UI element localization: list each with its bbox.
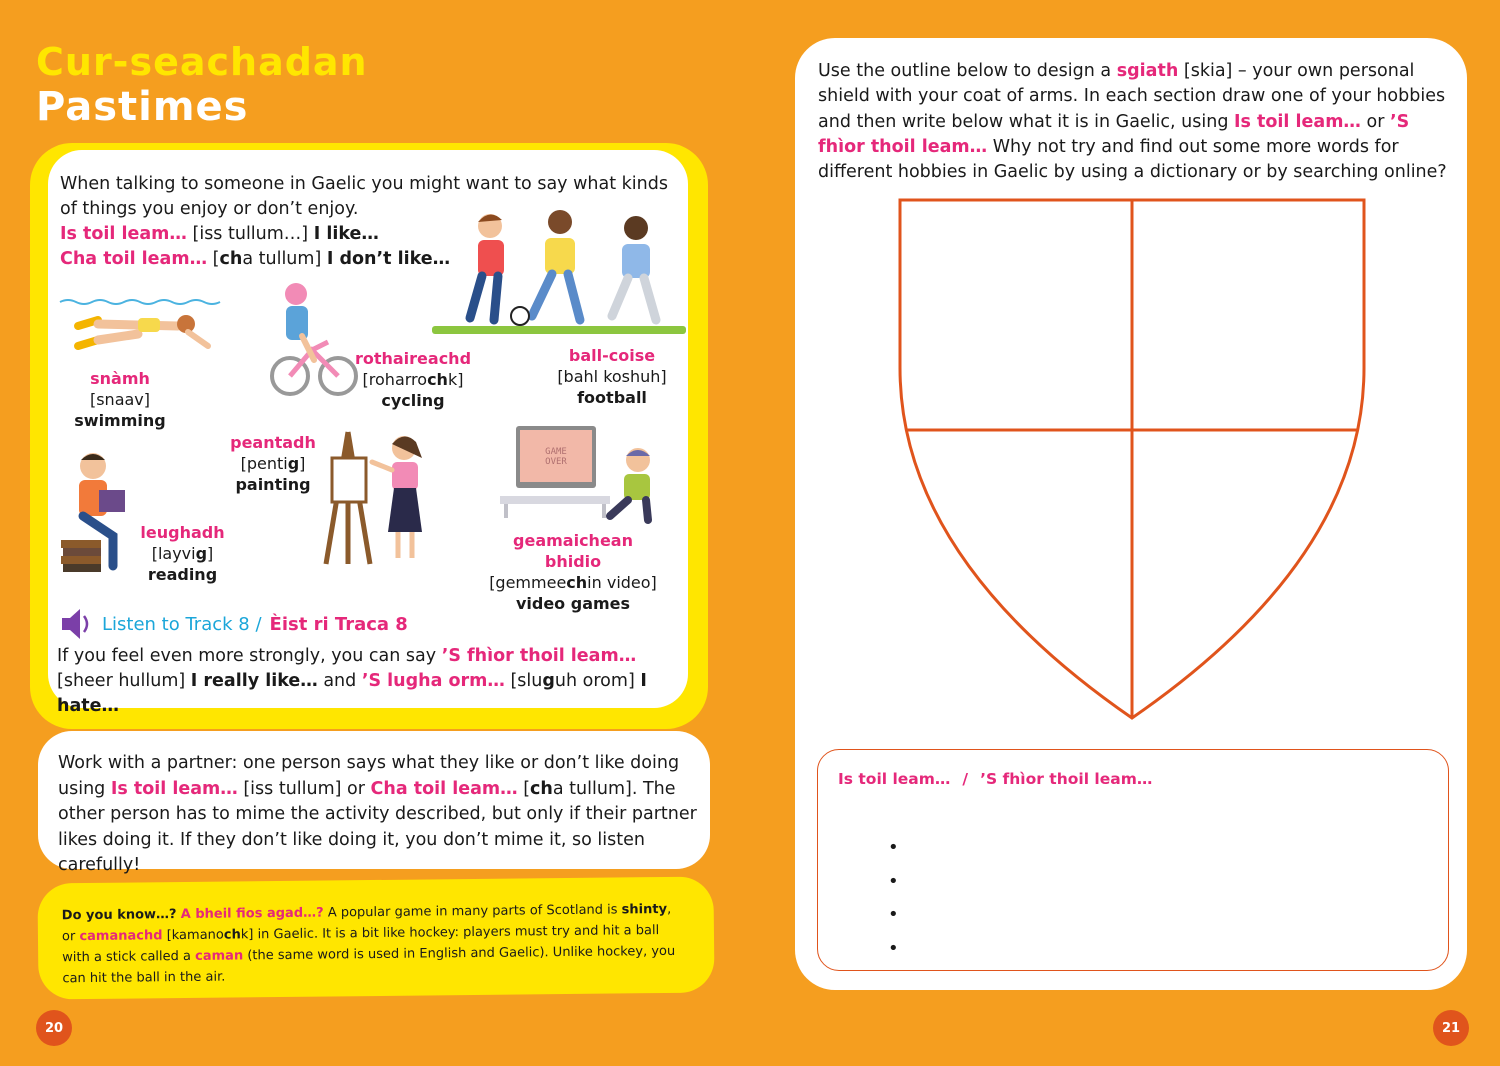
- answer-bullet[interactable]: •: [888, 904, 899, 925]
- vocab-videogames: geamaichean bhidio [gemmeechin video] video games: [489, 531, 657, 613]
- phrase-like-pronunciation: [iss tullum…]: [192, 224, 309, 244]
- answer-bullet[interactable]: •: [888, 870, 899, 892]
- page-number-right: 21: [1433, 1010, 1469, 1046]
- page-number-left: 20: [36, 1010, 72, 1046]
- phrase-really-like-gaelic: ’S fhìor thoil leam…: [441, 646, 637, 666]
- videogames-illustration: [498, 424, 658, 526]
- football-illustration: [430, 208, 688, 338]
- vocab-swimming: snàmh [snaav] swimming: [74, 369, 166, 430]
- screen-text-line1: GAME: [545, 447, 567, 457]
- hobbies-answer-box[interactable]: [817, 749, 1449, 971]
- page-title-gaelic: Cur-seachadan: [36, 40, 368, 84]
- did-you-know-box: [37, 876, 714, 999]
- phrase-like-gaelic: Is toil leam…: [60, 224, 187, 244]
- cycling-illustration: [268, 280, 358, 400]
- shield-instructions: Use the outline below to design a sgiath [skia] – your own personal shield with your coat of arms. In each section draw one of your hobbies and then write below what it is in Gaelic, using Is toil leam… or ’S fhìor thoil leam… Why not try and find out some more words for different hobbies in Gaelic by using a dictionary or by searching online?: [818, 61, 1447, 183]
- track-label-english: Listen to Track 8 /: [102, 613, 262, 635]
- painting-illustration: [318, 428, 436, 568]
- intro-sentence: When talking to someone in Gaelic you might want to say what kinds of things you enjoy or don’t enjoy.: [60, 174, 668, 219]
- strong-feelings-text: If you feel even more strongly, you can say ’S fhìor thoil leam… [sheer hullum] I really like… and ’S lugha orm… [sluguh orom] I hate…: [57, 646, 647, 716]
- answer-bullet[interactable]: •: [888, 837, 899, 858]
- speaker-icon[interactable]: [60, 606, 94, 642]
- phrase-like-english: I like…: [313, 224, 379, 244]
- vocab-cycling: rothaireachd [roharrochk] cycling: [354, 349, 472, 410]
- page-title-english: Pastimes: [36, 84, 249, 130]
- vocab-reading: leughadh [layvig] reading: [140, 523, 225, 584]
- screen-text-line2: OVER: [545, 457, 567, 467]
- shield-outline[interactable]: [898, 198, 1368, 728]
- vocab-football: ball-coise [bahl koshuh] football: [557, 346, 667, 407]
- phrase-hate-gaelic: ’S lugha orm…: [361, 671, 505, 691]
- track-label-gaelic: Èist ri Traca 8: [269, 613, 408, 635]
- answer-bullet[interactable]: •: [888, 937, 899, 959]
- phrase-dislike-english: I don’t like…: [326, 249, 451, 269]
- did-you-know-text: Do you know…? A bheil fios agad…? A popular game in many parts of Scotland is shinty, or camanachd [kamanochk] in Gaelic. It is a bit like hockey: players must try and hit a ball with a stick called a caman (the same word is used in English and Gaelic). Unlike hockey, you can hit the ball in the air.: [61, 901, 676, 987]
- partner-activity-text: Work with a partner: one person says what they like or don’t like doing using Is toil leam… [iss tullum] or Cha toil leam… [cha tullum]. The other person has to mime the activity described, but only if their partner likes doing it. If they don’t like doing it, you don’t mime it, so listen carefully!: [58, 753, 697, 875]
- reading-illustration: [55, 448, 135, 578]
- answer-header: Is toil leam… / ’S fhìor thoil leam…: [838, 770, 1153, 788]
- swimming-illustration: [58, 296, 228, 356]
- vocab-painting: peantadh [pentig] painting: [230, 433, 316, 494]
- phrase-dislike-gaelic: Cha toil leam…: [60, 249, 208, 269]
- partner-activity-card: [38, 731, 710, 875]
- listen-track[interactable]: [60, 606, 408, 642]
- phrase-dislike-pronunciation: [cha tullum]: [212, 249, 322, 269]
- answer-bullet-list[interactable]: [888, 838, 899, 972]
